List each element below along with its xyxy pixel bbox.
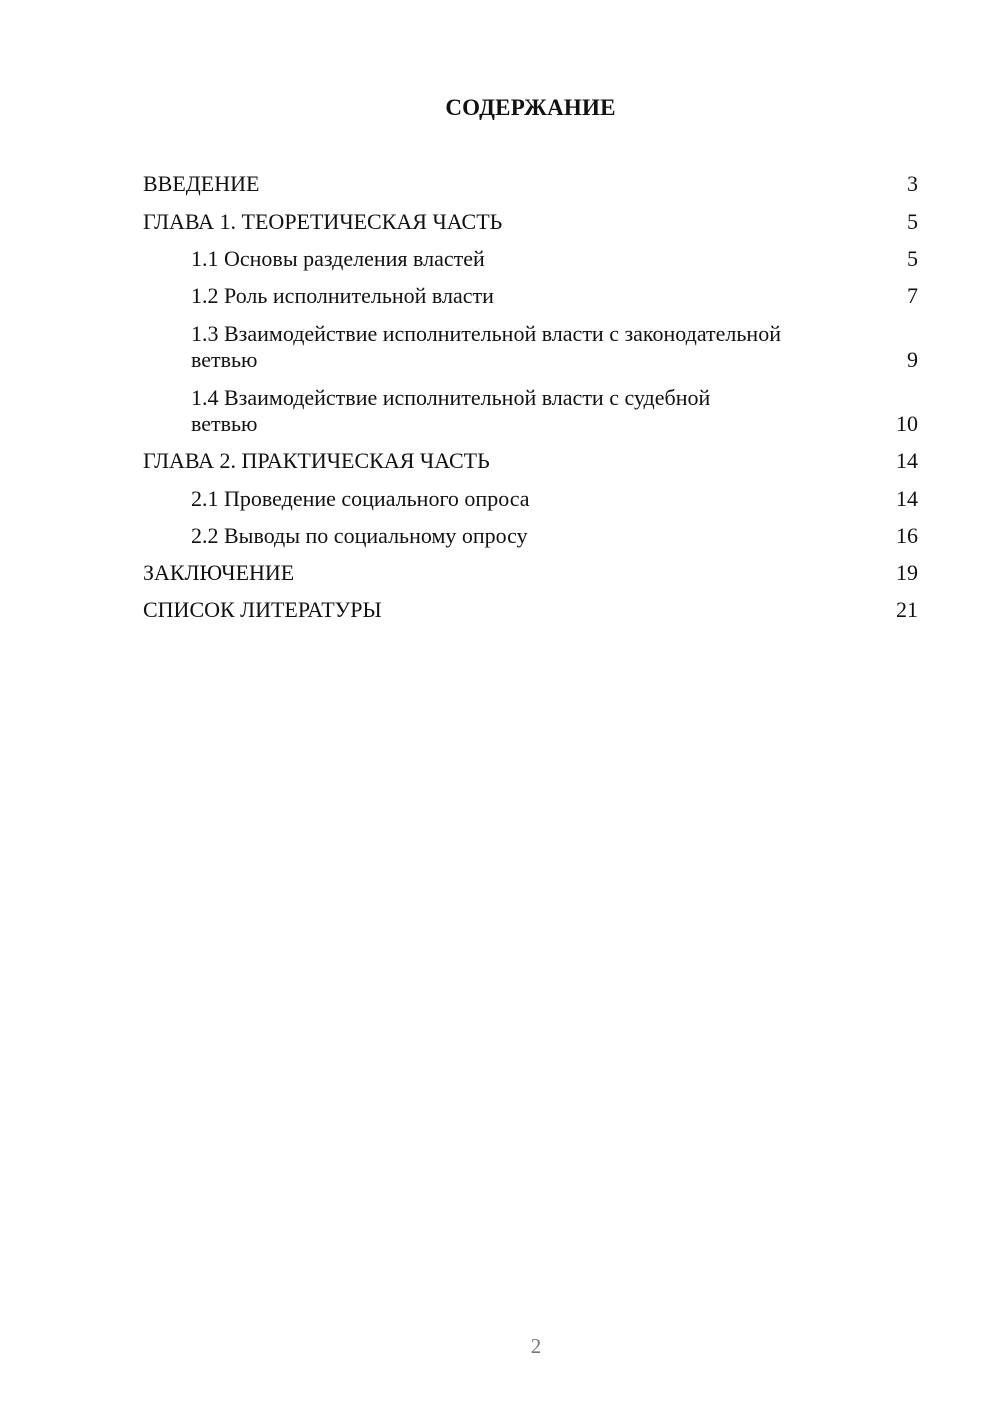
toc-entry-introduction[interactable] xyxy=(143,168,918,206)
toc-entry-section-2-2[interactable] xyxy=(143,520,918,557)
toc-entry-page: 14 xyxy=(896,448,918,473)
toc-entry-conclusion[interactable] xyxy=(143,557,918,595)
toc-entry-label: 1.4 Взаимодействие исполнительной власти с судебной ветвью xyxy=(191,385,711,436)
toc-entry-page: 19 xyxy=(896,559,918,585)
toc-entry-section-1-4[interactable] xyxy=(143,381,918,445)
toc-entry-page: 7 xyxy=(907,283,918,308)
toc-entry-section-2-1[interactable] xyxy=(143,483,918,520)
toc-entry-label: ГЛАВА 1. ТЕОРЕТИЧЕСКАЯ ЧАСТЬ xyxy=(143,208,503,234)
toc-entry-page: 16 xyxy=(896,522,918,548)
toc-entry-chapter-2[interactable] xyxy=(143,445,918,483)
toc-entry-label: СПИСОК ЛИТЕРАТУРЫ xyxy=(143,597,382,622)
toc-entry-label: 1.3 Взаимодействие исполнительной власти с законодательной ветвью xyxy=(191,321,781,372)
toc-entry-page: 5 xyxy=(907,208,918,234)
toc-entry-page: 10 xyxy=(896,411,918,436)
page-title: СОДЕРЖАНИЕ xyxy=(445,95,616,120)
toc-entry-section-1-2[interactable] xyxy=(143,280,918,317)
toc-entry-label: 1.2 Роль исполнительной власти xyxy=(191,283,494,308)
toc-entry-page: 3 xyxy=(907,171,918,196)
toc-entry-references[interactable] xyxy=(143,594,918,632)
toc-entry-label: ВВЕДЕНИЕ xyxy=(143,171,260,196)
toc-entry-label: 2.2 Выводы по социальному опросу xyxy=(191,522,528,548)
toc-entry-label: ЗАКЛЮЧЕНИЕ xyxy=(143,559,295,585)
toc-entry-chapter-1[interactable] xyxy=(143,206,918,244)
toc-entry-section-1-1[interactable] xyxy=(143,243,918,280)
toc-entry-label: 2.1 Проведение социального опроса xyxy=(191,485,530,511)
toc-entry-label: 1.1 Основы разделения властей xyxy=(191,246,485,271)
toc-entry-label: ГЛАВА 2. ПРАКТИЧЕСКАЯ ЧАСТЬ xyxy=(143,448,490,473)
toc-entry-section-1-3[interactable] xyxy=(143,317,918,381)
toc-entry-page: 9 xyxy=(907,347,918,372)
toc-entry-page: 5 xyxy=(907,246,918,271)
toc-entry-page: 21 xyxy=(896,597,918,622)
page-number: 2 xyxy=(530,1334,542,1358)
table-of-contents xyxy=(143,168,918,632)
toc-entry-page: 14 xyxy=(896,485,918,511)
